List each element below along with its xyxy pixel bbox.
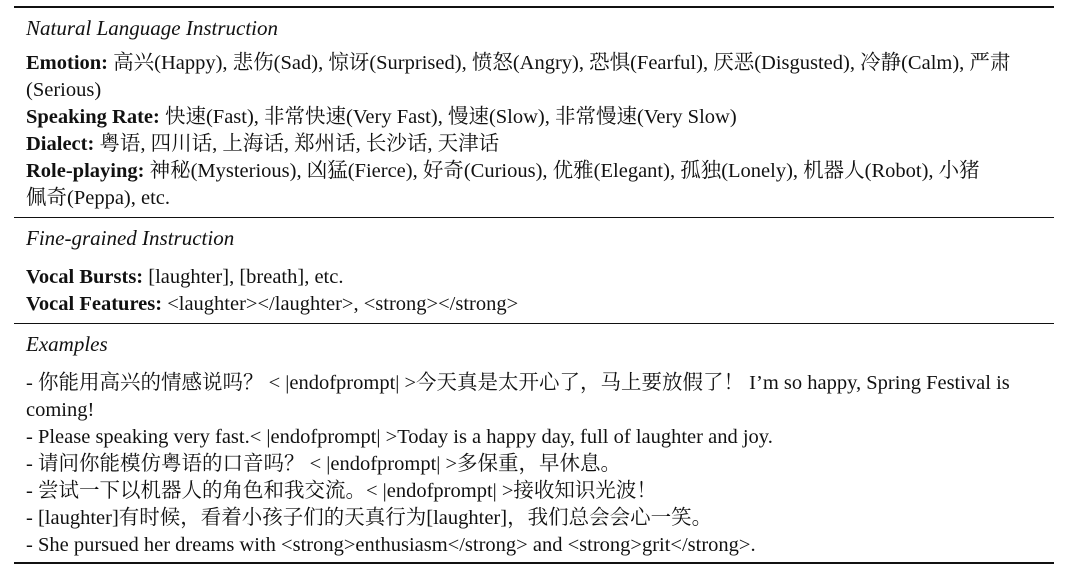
emotion-text: 高兴(Happy), 悲伤(Sad), 惊讶(Surprised), 愤怒(Angry), 恐惧(Fearful), 厌恶(Disgusted), 冷静(Calm), 严肃(Serious) [26,52,1011,101]
example-item: - She pursued her dreams with <strong>enthusiasm</strong> and <strong>grit</strong>. [26,534,756,556]
vocal-bursts-label: Vocal Bursts: [26,266,144,288]
dialect-row [26,131,1026,158]
instruction-table [14,6,1054,564]
example-item: - [laughter]有时候，看着小孩子们的天真行为[laughter]，我们总会会心一笑。 [26,507,713,529]
example-item: - 请问你能模仿粤语的口音吗？ < |endofprompt| >多保重，早休息。 [26,453,622,475]
vocal-bursts-text: [laughter], [breath], etc. [148,266,344,288]
example-item: - 你能用高兴的情感说吗？ < |endofprompt| >今天真是太开心了，马上要放假了！ I’m so happy, Spring Festival is coming! [26,372,1010,421]
example-item: - Please speaking very fast.< |endofprompt| >Today is a happy day, full of laughter and joy. [26,426,773,448]
vocal-features-text: <laughter></laughter>, <strong></strong> [167,293,519,315]
role-playing-text: 神秘(Mysterious), 凶猛(Fierce), 好奇(Curious), 优雅(Elegant), 孤独(Lonely), 机器人(Robot), 小猪佩奇(Peppa), etc. [26,160,980,209]
section-title: Fine-grained Instruction [26,226,235,250]
role-playing-label: Role-playing: [26,160,145,182]
emotion-label: Emotion: [26,52,108,74]
vocal-bursts-row [26,264,1054,291]
dialect-text: 粤语, 四川话, 上海话, 郑州话, 长沙话, 天津话 [99,133,500,155]
example-item: - 尝试一下以机器人的角色和我交流。< |endofprompt| >接收知识光波！ [26,480,657,502]
natural-language-section [14,8,1026,217]
examples-section [14,323,1054,562]
fine-grained-section [14,217,1054,323]
speaking-rate-row [26,104,1026,131]
section-title: Examples [26,332,108,356]
role-playing-row [26,158,986,212]
speaking-rate-label: Speaking Rate: [26,106,160,128]
dialect-label: Dialect: [26,133,95,155]
emotion-row [26,50,1026,104]
vocal-features-label: Vocal Features: [26,293,163,315]
speaking-rate-text: 快速(Fast), 非常快速(Very Fast), 慢速(Slow), 非常慢速(Very Slow) [164,106,737,128]
section-title: Natural Language Instruction [26,16,279,40]
vocal-features-row [26,291,1054,318]
